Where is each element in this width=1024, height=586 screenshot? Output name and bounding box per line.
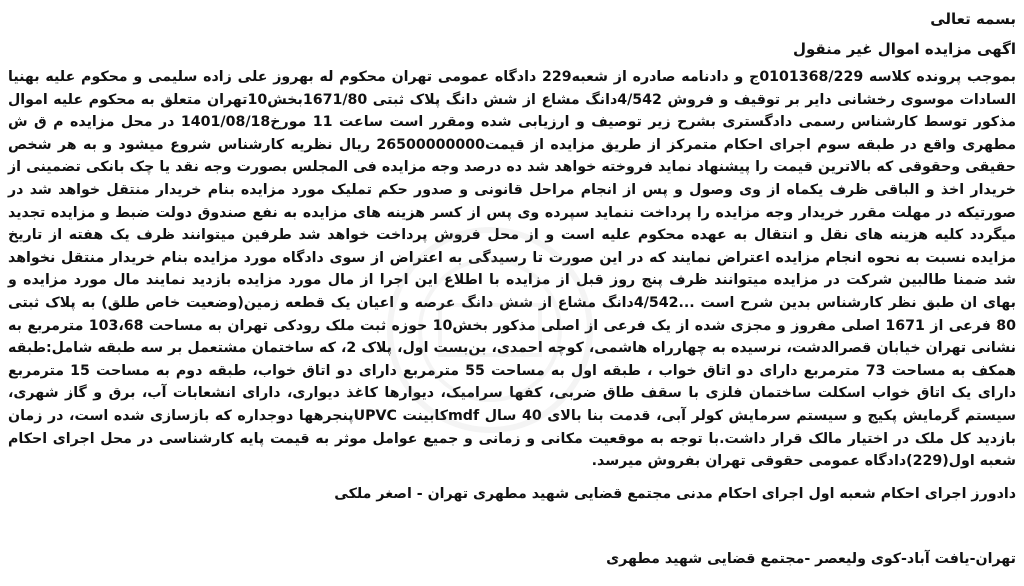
notice-body-paragraph: بموجب پرونده کلاسه 0101368/229ج و دادنامه صادره از شعبه229 دادگاه عمومی تهران محکوم له بهروز علی زاده سلیمی و محکوم علیه بهنیا السادات موسوی رخشانی دایر بر توقیف و فروش 4/542دانگ مشاع از شش دانگ پلاک ثبتی 1671/80بخش10تهران متعلق به محکوم علیه اموال مذکور توسط کارشناس رسمی دادگستری بشرح زیر توصیف و ارزیابی شده ومقرر است ساعت 11 مورخ1401/08/18 در محل مزایده م ق ش مطهری واقع در طبقه سوم اجرای احکام متمرکز از طریق مزایده از قیمت26500000000 ریال نظریه کارشناس شروع میشود و به هر شخص حقیقی وحقوقی که بالاترین قیمت را پیشنهاد نماید فروخته خواهد شد ده درصد وجه مزایده فی المجلس بصورت وجه نقد یا چک بانکی تضمینی از خریدار اخذ و الباقی ظرف یکماه از وی وصول و پس از انجام مراحل قانونی و صدور حکم تملیک مورد مزایده بنام خریدار منتقل خواهد شد در صورتیکه در مهلت مقرر خریدار وجه مزایده را پرداخت ننماید سپرده وی پس از کسر هزینه های مزایده به نفع صندوق دولت ضبط و مزایده تجدید میگردد کلیه هزینه های نقل و انتقال به عهده محکوم علیه است و از محل فروش پرداخت خواهد شد طرفین میتوانند ظرف یک هفته از تاریخ مزایده نسبت به نحوه انجام مزایده اعتراض نمایند که در این صورت تا رسیدگی به اعتراض از سوی دادگاه مورد مزایده بنام خریدار منتقل نخواهد شد ضمنا طالبین شرکت در مزایده میتوانند ظرف پنج روز قبل از مزایده با اطلاع این اجرا از مال مورد مزایده بازدید نمایند مال مورد مزایده و بهای ان طبق نظر کارشناس بدین شرح است ...4/542دانگ مشاع از شش دانگ عرصه و اعیان یک قطعه زمین(وضعیت خاص طلق) به پلاک ثبتی 80 فرعی از 1671 اصلی مفروز و مجزی شده از یک فرعی از اصلی مذکور بخش10 حوزه ثبت ملک رودکی تهران به مساحت 103،68 مترمربع به نشانی تهران خیابان قصرالدشت، نرسیده به چهارراه هاشمی، کوچه احمدی، بن‌بست اول، پلاک 2، که ساختمان مشتعمل بر سه طبقه شامل:طبقه همکف به مساحت 73 مترمربع دارای دو اتاق خواب ، طبقه اول به مساحت 55 مترمربع دارای دو اتاق خواب، طبقه دوم به مساحت 15 مترمربع دارای یک اتاق خواب اسکلت ساختمان فلزی با سقف طاق ضربی، کفها سرامیک، دیوارها کاغذ دیواری، دارای انشعابات آب، برق و گاز شهری، سیستم گرمایش پکیج و سیستم سرمایش کولر آبی، قدمت بنا بالای 40 سال mdfکابینت UPVCپنجرهها دوجداره که بازسازی شده است، در زمان بازدید کل ملک در اختیار مالک قرار داشت.با توجه به موقعیت مکانی و زمانی و جمیع عوامل موثر به قیمت پایه کارشناسی در محل اجرای احکام شعبه اول(229)دادگاه عمومی حقوقی تهران بفروش میرسد. xyxy=(8,69,1017,470)
address-line: تهران-یافت آباد-کوی ولیعصر -مجتمع قضایی شهید مطهری xyxy=(606,551,1016,567)
notice-title: اگهی مزایده اموال غیر منقول xyxy=(792,40,1016,58)
signer-line: دادورز اجرای احکام شعبه اول اجرای احکام مدنی مجتمع قضایی شهید مطهری تهران - اصغر ملکی xyxy=(334,485,1016,502)
basmala-heading: بسمه تعالی xyxy=(930,10,1016,28)
